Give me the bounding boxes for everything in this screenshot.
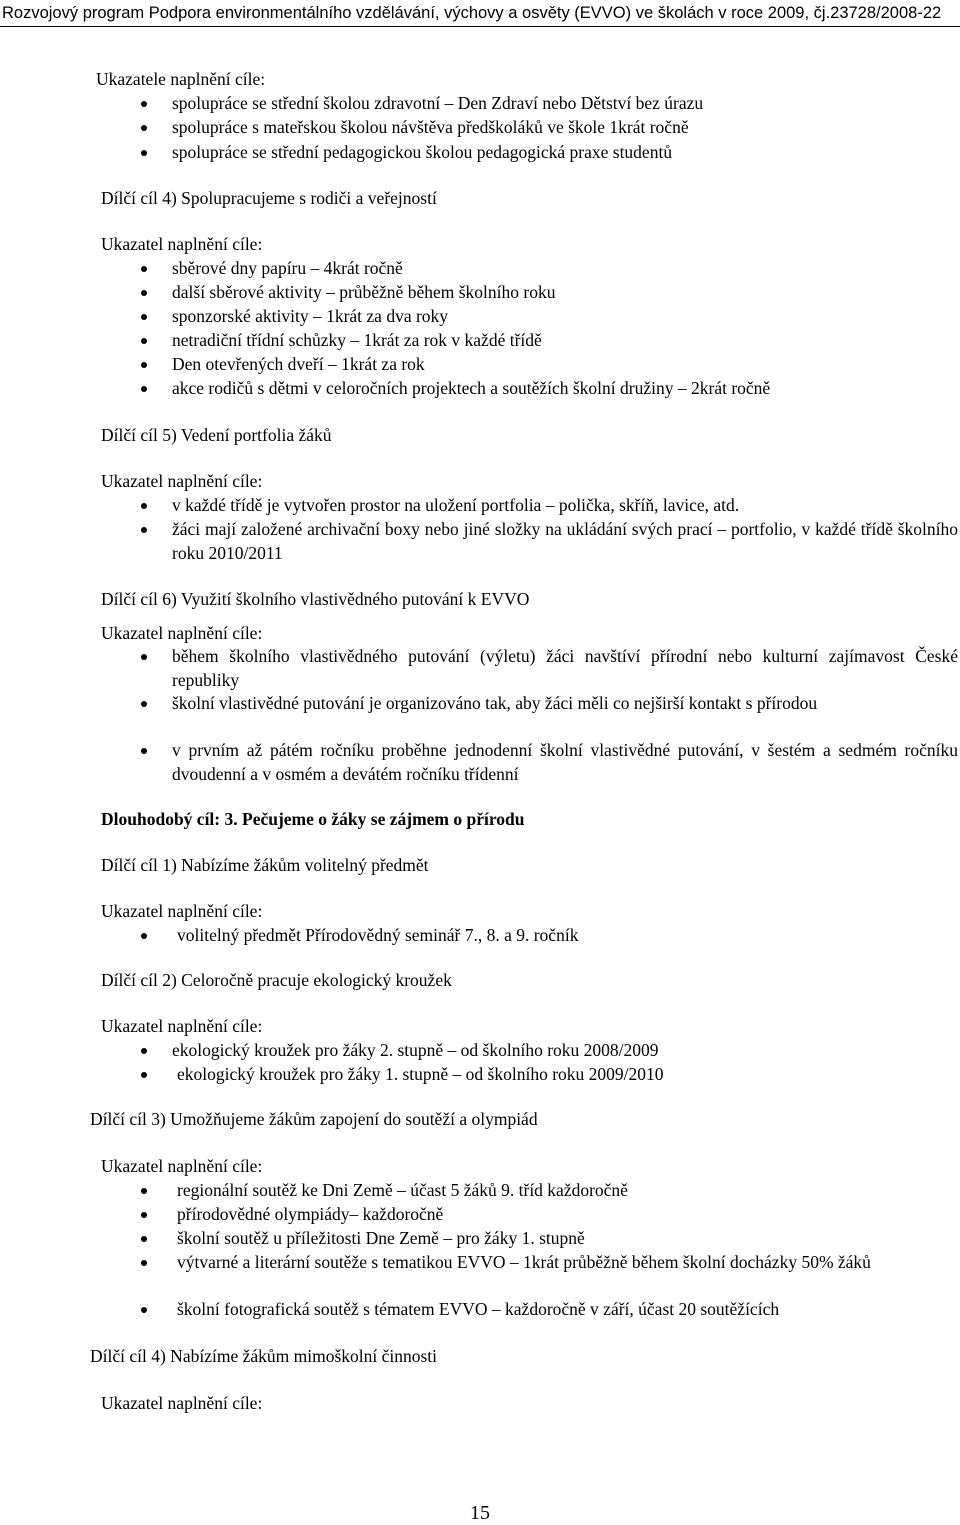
bullet-icon bbox=[141, 1260, 147, 1266]
indicator-label: Ukazatel naplnění cíle: bbox=[101, 234, 263, 254]
subgoal-heading: Dílčí cíl 2) Celoročně pracuje ekologický kroužek bbox=[101, 970, 452, 990]
bullet-icon bbox=[141, 314, 147, 320]
subgoal-heading: Dílčí cíl 5) Vedení portfolia žáků bbox=[101, 425, 332, 445]
subgoal-heading: Dílčí cíl 4) Nabízíme žákům mimoškolní činnosti bbox=[90, 1346, 438, 1366]
indicator-label: Ukazatel naplnění cíle: bbox=[101, 1016, 263, 1036]
subgoal-heading: Dílčí cíl 3) Umožňujeme žákům zapojení do soutěží a olympiád bbox=[90, 1109, 538, 1129]
list-item: v každé třídě je vytvořen prostor na uložení portfolia – polička, skříň, lavice, atd. bbox=[172, 495, 740, 515]
list-item: volitelný předmět Přírodovědný seminář 7., 8. a 9. ročník bbox=[177, 925, 579, 945]
bullet-icon bbox=[141, 503, 147, 509]
bullet-icon bbox=[141, 748, 147, 754]
list-item: během školního vlastivědného putování (výletu) žáci navštíví přírodní nebo kulturní zajímavost České republiky bbox=[172, 646, 958, 690]
list-item: ekologický kroužek pro žáky 1. stupně – od školního roku 2009/2010 bbox=[177, 1064, 664, 1084]
bullet-icon bbox=[141, 266, 147, 272]
indicator-label: Ukazatel naplnění cíle: bbox=[101, 623, 263, 643]
list-item: další sběrové aktivity – průběžně během školního roku bbox=[172, 282, 556, 302]
indicator-label: Ukazatel naplnění cíle: bbox=[101, 471, 263, 491]
bullet-icon bbox=[141, 654, 147, 660]
indicator-label: Ukazatel naplnění cíle: bbox=[101, 1393, 263, 1413]
bullet-icon bbox=[141, 1212, 147, 1218]
indicator-label: Ukazatel naplnění cíle: bbox=[101, 901, 263, 921]
list-item: školní fotografická soutěž s tématem EVVO – každoročně v září, účast 20 soutěžících bbox=[177, 1299, 780, 1319]
bullet-icon bbox=[141, 150, 147, 156]
subgoal-heading: Dílčí cíl 1) Nabízíme žákům volitelný předmět bbox=[101, 855, 429, 875]
list-item: spolupráce s mateřskou školou návštěva předškoláků ve škole 1krát ročně bbox=[172, 117, 689, 137]
long-term-goal-heading: Dlouhodobý cíl: 3. Pečujeme o žáky se zájmem o přírodu bbox=[101, 809, 525, 829]
bullet-icon bbox=[141, 701, 147, 707]
list-item: spolupráce se střední pedagogickou školou pedagogická praxe studentů bbox=[172, 142, 673, 162]
indicator-label: Ukazatele naplnění cíle: bbox=[96, 69, 266, 89]
bullet-icon bbox=[141, 933, 147, 939]
header-text: Rozvojový program Podpora environmentálního vzdělávání, výchovy a osvěty (EVVO) ve školách v roce 2009, čj.23728/2008-22 bbox=[2, 4, 942, 22]
list-item: ekologický kroužek pro žáky 2. stupně – od školního roku 2008/2009 bbox=[172, 1040, 659, 1060]
list-item: Den otevřených dveří – 1krát za rok bbox=[172, 354, 425, 374]
bullet-icon bbox=[141, 125, 147, 131]
bullet-icon bbox=[141, 1236, 147, 1242]
subgoal-heading: Dílčí cíl 6) Využití školního vlastivědného putování k EVVO bbox=[101, 589, 530, 609]
list-item: žáci mají založené archivační boxy nebo jiné složky na ukládání svých prací – portfolio, v každé třídě školního roku 2010/2011 bbox=[172, 519, 958, 563]
bullet-icon bbox=[141, 527, 147, 533]
bullet-icon bbox=[141, 1072, 147, 1078]
bullet-icon bbox=[141, 1307, 147, 1313]
bullet-icon bbox=[141, 362, 147, 368]
list-item: spolupráce se střední školou zdravotní – Den Zdraví nebo Dětství bez úrazu bbox=[172, 93, 704, 113]
bullet-icon bbox=[141, 338, 147, 344]
bullet-icon bbox=[141, 1048, 147, 1054]
list-item: sponzorské aktivity – 1krát za dva roky bbox=[172, 306, 449, 326]
page-number: 15 bbox=[470, 1502, 490, 1524]
list-item: akce rodičů s dětmi v celoročních projektech a soutěžích školní družiny – 2krát ročně bbox=[172, 378, 771, 398]
list-item: regionální soutěž ke Dni Země – účast 5 žáků 9. tříd každoročně bbox=[177, 1180, 628, 1200]
bullet-icon bbox=[141, 101, 147, 107]
list-item: netradiční třídní schůzky – 1krát za rok v každé třídě bbox=[172, 330, 542, 350]
list-item: v prvním až pátém ročníku proběhne jednodenní školní vlastivědné putování, v šestém a sedmém ročníku dvoudenní a v osmém a devátém ročníku třídenní bbox=[172, 740, 958, 784]
bullet-icon bbox=[141, 386, 147, 392]
list-item: školní vlastivědné putování je organizováno tak, aby žáci měli co nejširší kontakt s přírodou bbox=[172, 693, 818, 713]
subgoal-heading: Dílčí cíl 4) Spolupracujeme s rodiči a veřejností bbox=[101, 188, 437, 208]
list-item: školní soutěž u příležitosti Dne Země – pro žáky 1. stupně bbox=[177, 1228, 585, 1248]
bullet-icon bbox=[141, 290, 147, 296]
bullet-icon bbox=[141, 1188, 147, 1194]
list-item: přírodovědné olympiády– každoročně bbox=[177, 1204, 444, 1224]
list-item: výtvarné a literární soutěže s tematikou EVVO – 1krát průběžně během školní docházky 50% žáků bbox=[177, 1252, 871, 1272]
list-item: sběrové dny papíru – 4krát ročně bbox=[172, 258, 403, 278]
indicator-label: Ukazatel naplnění cíle: bbox=[101, 1156, 263, 1176]
